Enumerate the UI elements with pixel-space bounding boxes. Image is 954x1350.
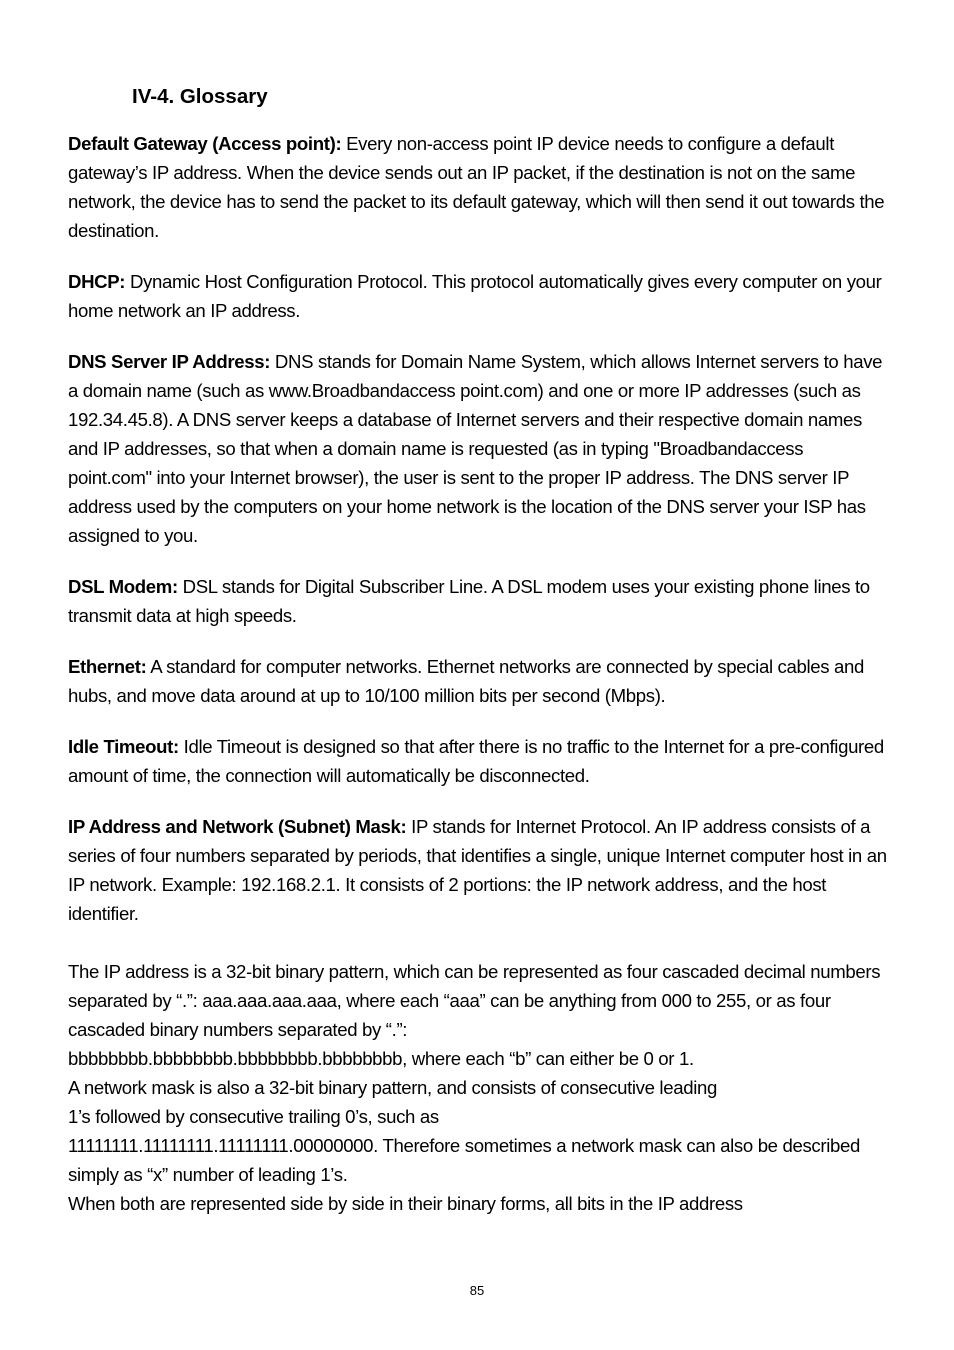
glossary-definition: IP stands for Internet Protocol. An IP address consists of a series of four numbers separated by periods, that identifies a single, unique Internet computer host in an IP network. Example: 192.168.2.1. It consists of 2 portions: the IP network address, and the host identifier. [68, 816, 887, 924]
body-paragraph: When both are represented side by side in their binary forms, all bits in the IP address [68, 1193, 743, 1214]
body-paragraph: 1’s followed by consecutive trailing 0’s, such as [68, 1106, 439, 1127]
glossary-term: IP Address and Network (Subnet) Mask: [68, 816, 407, 837]
body-paragraph: 11111111.11111111.11111111.00000000. Therefore sometimes a network mask can also be described simply as “x” number of leading 1’s. [68, 1135, 860, 1185]
glossary-term: DNS Server IP Address: [68, 351, 271, 372]
glossary-definition: A standard for computer networks. Ethernet networks are connected by special cables and hubs, and move data around at up to 10/100 million bits per second (Mbps). [68, 656, 864, 706]
glossary-entry-ethernet [68, 652, 888, 710]
glossary-term: Default Gateway (Access point): [68, 133, 342, 154]
glossary-entry-dsl-modem [68, 572, 888, 630]
glossary-definition: DSL stands for Digital Subscriber Line. A DSL modem uses your existing phone lines to transmit data at high speeds. [68, 576, 870, 626]
glossary-definition: DNS stands for Domain Name System, which allows Internet servers to have a domain name (such as www.Broadbandaccess point.com) and one or more IP addresses (such as 192.34.45.8). A DNS server keeps a database of Internet servers and their respective domain names and IP addresses, so that when a domain name is requested (as in typing "Broadbandaccess point.com" into your Internet browser), the user is sent to the proper IP address. The DNS server IP address used by the computers on your home network is the location of the DNS server your ISP has assigned to you. [68, 351, 883, 546]
glossary-entry-dns-server [68, 347, 888, 550]
glossary-term: Idle Timeout: [68, 736, 179, 757]
body-paragraph: A network mask is also a 32-bit binary pattern, and consists of consecutive leading [68, 1077, 717, 1098]
blank-line [68, 928, 888, 957]
glossary-term: DSL Modem: [68, 576, 178, 597]
body-paragraph: bbbbbbbb.bbbbbbbb.bbbbbbbb.bbbbbbbb, where each “b” can either be 0 or 1. [68, 1048, 694, 1069]
glossary-entry-idle-timeout [68, 732, 888, 790]
glossary-definition: Every non-access point IP device needs to configure a default gateway’s IP address. When the device sends out an IP packet, if the destination is not on the same network, the device has to send the packet to its default gateway, which will then send it out towards the destination. [68, 133, 885, 241]
section-heading: IV-4. Glossary [132, 85, 268, 108]
glossary-entry-ip-address [68, 812, 888, 928]
glossary-entry-default-gateway [68, 129, 888, 245]
glossary-definition: Idle Timeout is designed so that after there is no traffic to the Internet for a pre-configured amount of time, the connection will automatically be disconnected. [68, 736, 884, 786]
body-paragraph: The IP address is a 32-bit binary pattern, which can be represented as four cascaded decimal numbers separated by “.”: aaa.aaa.aaa.aaa, where each “aaa” can be anything from 000 to 255, or as four cascaded binary numbers separated by “.”: [68, 961, 881, 1040]
glossary-term: DHCP: [68, 271, 126, 292]
glossary-term: Ethernet: [68, 656, 147, 677]
glossary-definition: Dynamic Host Configuration Protocol. This protocol automatically gives every computer on your home network an IP address. [68, 271, 882, 321]
page-number: 85 [469, 1283, 485, 1298]
glossary-entry-dhcp [68, 267, 888, 325]
glossary-content [68, 129, 888, 1218]
